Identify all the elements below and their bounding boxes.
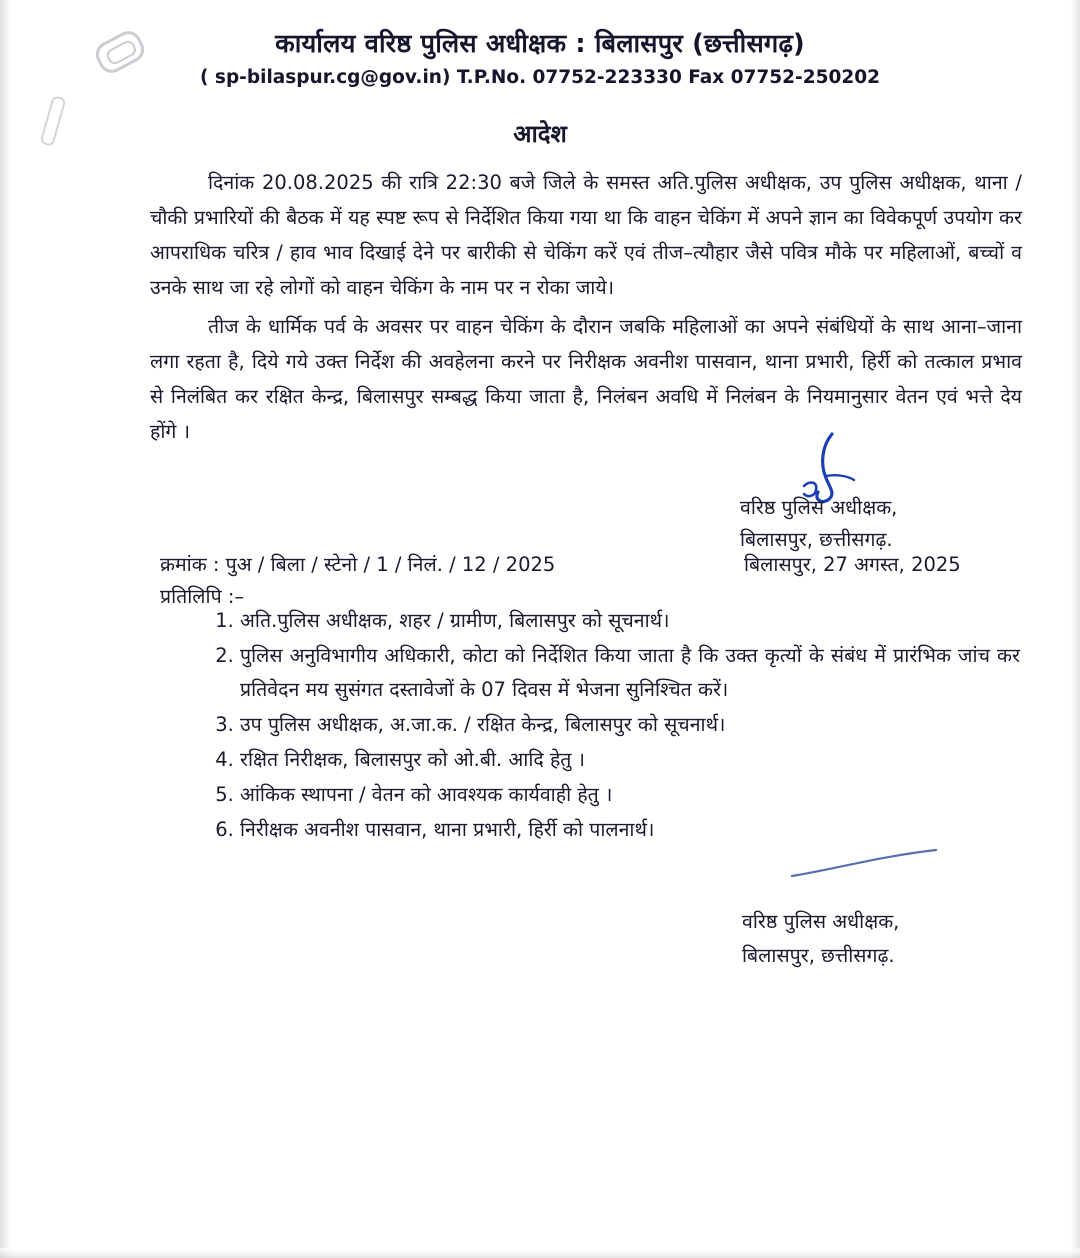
document-body bbox=[150, 165, 1022, 453]
scan-edge-bottom bbox=[0, 1248, 1080, 1258]
list-item: 2. पुलिस अनुविभागीय अधिकारी, कोटा को निर्देशित किया जाता है कि उक्त कृत्यों के संबंध में प्रारंभिक जांच कर प्रतिवेदन मय सुसंगत दस्तावेजों के 07 दिवस में भेजना सुनिश्चित करें। bbox=[240, 639, 1020, 707]
list-item: 5. आंकिक स्थापना / वेतन को आवश्यक कार्यवाही हेतु । bbox=[240, 778, 1020, 812]
body-paragraph-1: दिनांक 20.08.2025 की रात्रि 22:30 बजे जिले के समस्त अति.पुलिस अधीक्षक, उप पुलिस अधीक्षक, थाना / चौकी प्रभारियों की बैठक में यह स्पष्ट रूप से निर्देशित किया गया था कि वाहन चेकिंग में अपने ज्ञान का विवेकपूर्ण उपयोग कर आपराधिक चरित्र / हाव भाव दिखाई देने पर बारीकी से चेकिंग करें एवं तीज–त्यौहार जैसे पवित्र मौके पर महिलाओं, बच्चों व उनके साथ जा रहे लोगों को वाहन चेकिंग के नाम पर न रोका जाये। bbox=[150, 171, 1022, 299]
office-name: कार्यालय वरिष्ठ पुलिस अधीक्षक : बिलासपुर (छत्तीसगढ़) bbox=[275, 29, 805, 59]
scan-edge-right bbox=[1066, 0, 1080, 1258]
list-item: 4. रक्षित निरीक्षक, बिलासपुर को ओ.बी. आदि हेतु । bbox=[240, 743, 1020, 777]
closing-signature-stroke-icon bbox=[790, 848, 940, 878]
copy-to-label: प्रतिलिपि :– bbox=[160, 585, 245, 608]
signature-office-place: बिलासपुर, छत्तीसगढ़. bbox=[740, 528, 893, 551]
list-item: 1. अति.पुलिस अधीक्षक, शहर / ग्रामीण, बिलासपुर को सूचनार्थ। bbox=[240, 604, 1020, 638]
copy-distribution-list bbox=[196, 604, 1020, 848]
reference-number: क्रमांक : पुअ / बिला / स्टेनो / 1 / निलं. / 12 / 2025 bbox=[160, 553, 556, 576]
signature-designation-group bbox=[740, 492, 897, 556]
list-item: 6. निरीक्षक अवनीश पासवान, थाना प्रभारी, हिर्री को पालनार्थ। bbox=[240, 813, 1020, 847]
place-and-date: बिलासपुर, 27 अगस्त, 2025 bbox=[744, 553, 961, 576]
closing-signature-office-place: बिलासपुर, छत्तीसगढ़. bbox=[742, 944, 895, 967]
document-header bbox=[0, 26, 1080, 88]
scan-edge-left bbox=[0, 0, 16, 1258]
signature-designation: वरिष्ठ पुलिस अधीक्षक, bbox=[740, 496, 898, 519]
closing-signature-block bbox=[742, 905, 899, 973]
list-item: 3. उप पुलिस अधीक्षक, अ.जा.क. / रक्षित केन्द्र, बिलासपुर को सूचनार्थ। bbox=[240, 708, 1020, 742]
body-paragraph-2: तीज के धार्मिक पर्व के अवसर पर वाहन चेकिंग के दौरान जबकि महिलाओं का अपने संबंधियों के साथ आना–जाना लगा रहता है, दिये गये उक्त निर्देश की अवहेलना करने पर निरीक्षक अवनीश पासवान, थाना प्रभारी, हिर्री को तत्काल प्रभाव से निलंबित कर रक्षित केन्द्र, बिलासपुर सम्बद्ध किया जाता है, निलंबन अवधि में निलंबन के नियमानुसार वेतन एवं भत्ते देय होंगे । bbox=[150, 315, 1022, 443]
document-title: आदेश bbox=[513, 120, 567, 148]
closing-signature-designation: वरिष्ठ पुलिस अधीक्षक, bbox=[742, 910, 900, 933]
office-contact: ( sp-bilaspur.cg@gov.in) T.P.No. 07752-223330 Fax 07752-250202 bbox=[200, 67, 880, 88]
